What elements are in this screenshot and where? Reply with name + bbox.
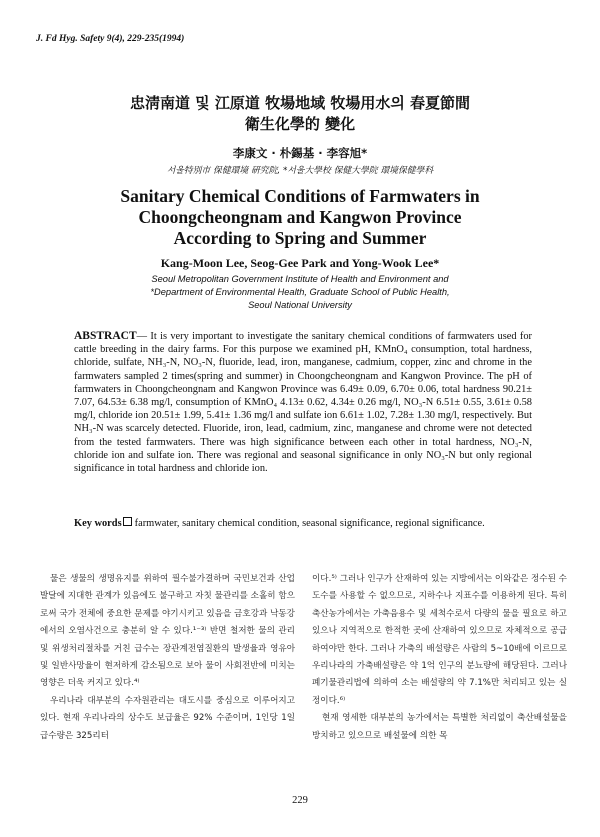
checkbox-square-icon <box>123 517 132 526</box>
keywords-text: farmwater, sanitary chemical condition, seasonal significance, regional significance. <box>134 518 485 529</box>
body-paragraph: 우리나라 대부분의 수자원관리는 대도시를 중심으로 이루어지고 있다. 현재 우리나라의 상수도 보급율은 92% 수준이며, 1인당 1일급수량은 325리터 <box>40 695 295 741</box>
korean-title-line2: 衛生化學的 變化 <box>244 115 356 133</box>
abstract <box>74 330 532 475</box>
body-column-right <box>312 571 567 745</box>
journal-reference: J. Fd Hyg. Safety 9(4), 229-235(1994) <box>36 34 185 44</box>
body-paragraph: 이다.⁵⁾ 그러나 인구가 산재하여 있는 지방에서는 이와같은 정수된 수도수를 사용할 수 없으므로, 지하수나 지표수를 이용하게 된다. 특히 축산농가에서는 가축음용수 및 세척수로서 다량의 물을 필요로 하고 있으나 지역적으로 한적한 곳에 산재하여 있으므로 자체적으로 공급하여야만 한다. 그러나 가축의 배설량은 사람의 5~10배에 이르므로 우리나라의 가축배설량은 약 1억 인구의 분뇨량에 해당된다. 그러나 폐기물관리법에 의하여 소는 배설량의 약 7.1%만 처리되고 있는 실정이다.⁶⁾ <box>312 574 567 706</box>
english-affiliation-line3: Seoul National University <box>248 300 352 310</box>
korean-authors: 李康文 · 朴錫基 · 李容旭* <box>232 146 368 160</box>
english-title-line3: According to Spring and Summer <box>173 228 427 248</box>
keywords-label: Key words <box>74 518 122 529</box>
english-title-line1: Sanitary Chemical Conditions of Farmwaters in <box>120 186 480 206</box>
english-authors: Kang-Moon Lee, Seog-Gee Park and Yong-Wook Lee* <box>160 256 440 270</box>
body-paragraph: 물은 생물의 생명유지를 위하여 필수불가결하며 국민보건과 산업발달에 지대한 관계가 있음에도 불구하고 자칫 물관리를 소홀히 함으로써 국가 전체에 중요한 문제를 야기시키고 있음을 금호강과 낙동강에서의 오염사건으로 충분히 알 수 있다.¹⁻³⁾ 반면 철저한 물의 관리 및 위생처리절차를 거친 급수는 장관계전염질환의 발생율과 영유아 및 일반사망율이 현저하게 감소됨으로 보아 물이 사회전반에 미치는 영향은 더욱 커지고 있다.⁴⁾ <box>40 574 295 689</box>
korean-affiliation: 서울特別市 保健環境 硏究院, *서울大學校 保健大學院 環境保健學科 <box>166 166 434 176</box>
english-affiliation-line1: Seoul Metropolitan Government Institute of Health and Environment and <box>151 274 449 284</box>
keywords <box>74 517 532 530</box>
abstract-text: — It is very important to investigate the sanitary chemical conditions of farmwaters used for cattle breeding in the dairy farms. For this purpose we examined pH, KMnO₄ consumption, total hardness, chloride, sulfate, NH₃-N, NO₃-N, fluoride, lead, iron, manganese, cadmium, copper, zinc and chrome in the farmwaters sampled 2 times(spring and summer) in Choongcheongnam and Kangwon Province. The pH of farmwaters in Choongcheongnam and Kangwon Province was 6.49± 0.09, 6.70± 0.06, total hardness 90.21± 7.07, 64.53± 6.38 mg/l, consumption of KMnO₄ 4.13± 0.62, 4.34± 0.26 mg/l, NO₃-N 6.51± 0.55, 3.61± 0.58 mg/l, chloride ion 20.51± 1.99, 5.41± 1.36 mg/l and sulfate ion 6.61± 1.02, 7.28± 1.30 mg/l, respectively. But NH₃-N was scarcely detected. Fluoride, iron, lead, cadmium, zinc, manganese and chrome were not detected from the tested farmwaters. There was high significance between each other in total hardness, NO₃-N, chloride ion and sulfate ion. There was regional and seasonal significance in only NO₃-N but only regional significance in total hardness and chloride ion. <box>74 331 532 475</box>
abstract-label: ABSTRACT <box>74 330 137 342</box>
english-affiliation-line2: *Department of Environmental Health, Graduate School of Public Health, <box>150 287 450 297</box>
page-number: 229 <box>292 795 308 806</box>
english-title-line2: Choongcheongnam and Kangwon Province <box>138 207 462 227</box>
korean-title-line1: 忠淸南道 및 江原道 牧場地域 牧場用水의 春夏節間 <box>129 94 471 112</box>
body-paragraph: 현재 영세한 대부분의 농가에서는 특별한 처리없이 축산배설물을 방치하고 있으므로 배설물에 의한 목 <box>312 713 567 741</box>
body-column-left <box>40 571 295 745</box>
